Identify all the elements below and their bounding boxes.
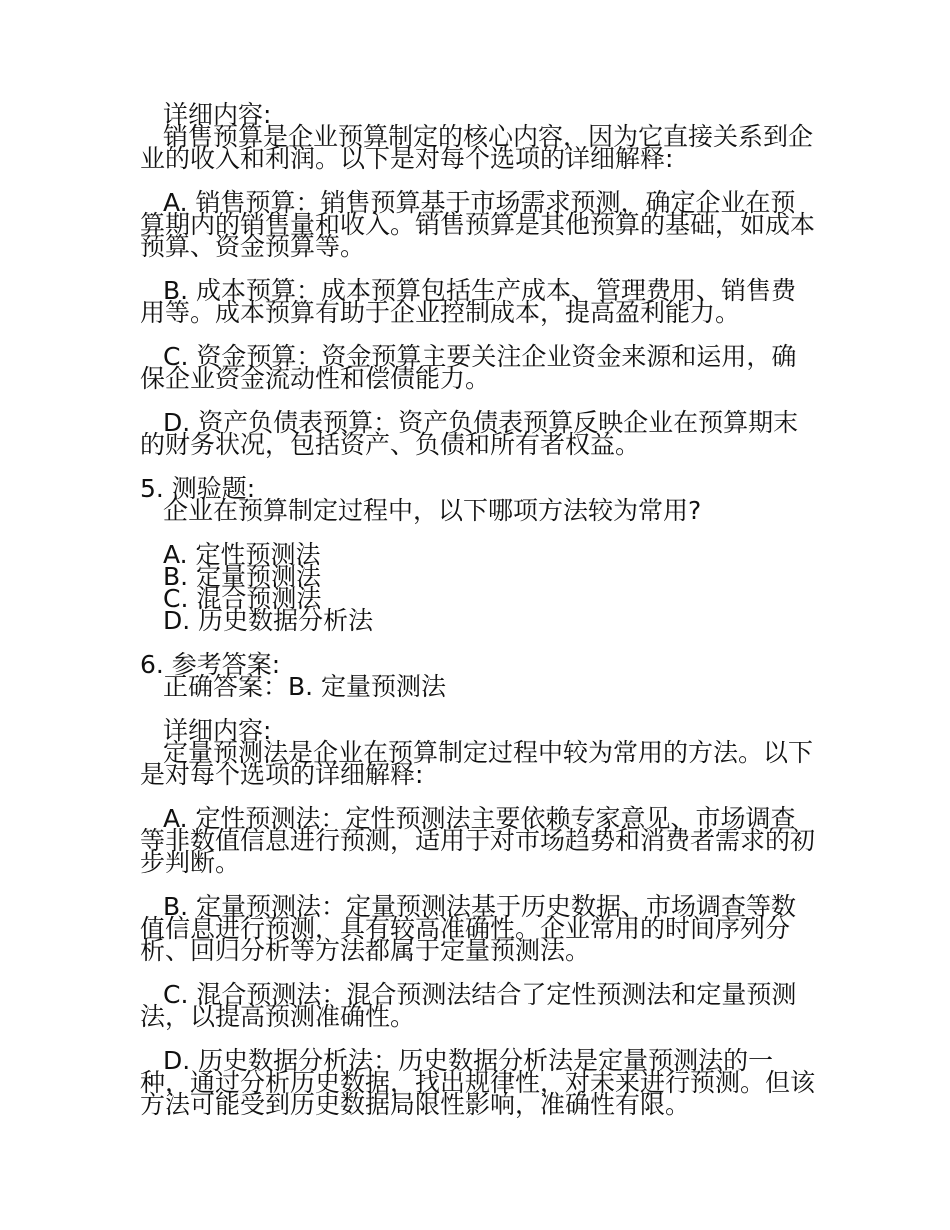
text-line: 的财务状况，包括资产、负债和所有者权益。 [140,430,641,459]
text-line: 企业在预算制定过程中，以下哪项方法较为常用? [163,496,702,525]
text-line: 是对每个选项的详细解释: [140,760,424,789]
text-line: B. 成本预算：成本预算包括生产成本、管理费用、销售费 [163,276,797,305]
text-line: 种，通过分析历史数据，找出规律性，对未来进行预测。但该 [140,1068,816,1097]
text-line: 正确答案：B. 定量预测法 [163,672,447,701]
text-line: D. 历史数据分析法：历史数据分析法是定量预测法的一 [163,1046,774,1075]
text-line: 销售预算是企业预算制定的核心内容，因为它直接关系到企 [163,122,814,151]
text-line: 6. 参考答案: [140,650,281,679]
text-line: B. 定量预测法：定量预测法基于历史数据、市场调查等数 [163,892,797,921]
document-page [140,100,816,1119]
text-line: 详细内容: [163,100,272,129]
text-line: A. 定性预测法 [163,540,321,569]
text-line: D. 资产负债表预算：资产负债表预算反映企业在预算期末 [163,408,799,437]
text-line: C. 混合预测法：混合预测法结合了定性预测法和定量预测 [163,980,797,1009]
text-line: 方法可能受到历史数据局限性影响，准确性有限。 [140,1090,691,1119]
text-line: 用等。成本预算有助于企业控制成本，提高盈利能力。 [140,298,741,327]
text-line: 法，以提高预测准确性。 [140,1002,416,1031]
text-line: 步判断。 [140,848,241,877]
text-line: 5. 测验题: [140,474,256,503]
text-line: 析、回归分析等方法都属于定量预测法。 [140,936,591,965]
text-line: 详细内容: [163,716,272,745]
text-line: 业的收入和利润。以下是对每个选项的详细解释: [140,144,674,173]
text-line: C. 资金预算：资金预算主要关注企业资金来源和运用，确 [163,342,797,371]
text-line: 算期内的销售量和收入。销售预算是其他预算的基础，如成本 [140,210,816,239]
text-line: 等非数值信息进行预测，适用于对市场趋势和消费者需求的初 [140,826,816,855]
text-line: B. 定量预测法 [163,562,322,591]
text-line: 定量预测法是企业在预算制定过程中较为常用的方法。以下 [163,738,814,767]
text-line: A. 定性预测法：定性预测法主要依赖专家意见、市场调查 [163,804,796,833]
text-line: A. 销售预算：销售预算基于市场需求预测，确定企业在预 [163,188,796,217]
text-line: 值信息进行预测，具有较高准确性。企业常用的时间序列分 [140,914,791,943]
text-line: D. 历史数据分析法 [163,606,374,635]
text-line: 预算、资金预算等。 [140,232,366,261]
text-line: C. 混合预测法 [163,584,322,613]
text-line: 保企业资金流动性和偿债能力。 [140,364,491,393]
